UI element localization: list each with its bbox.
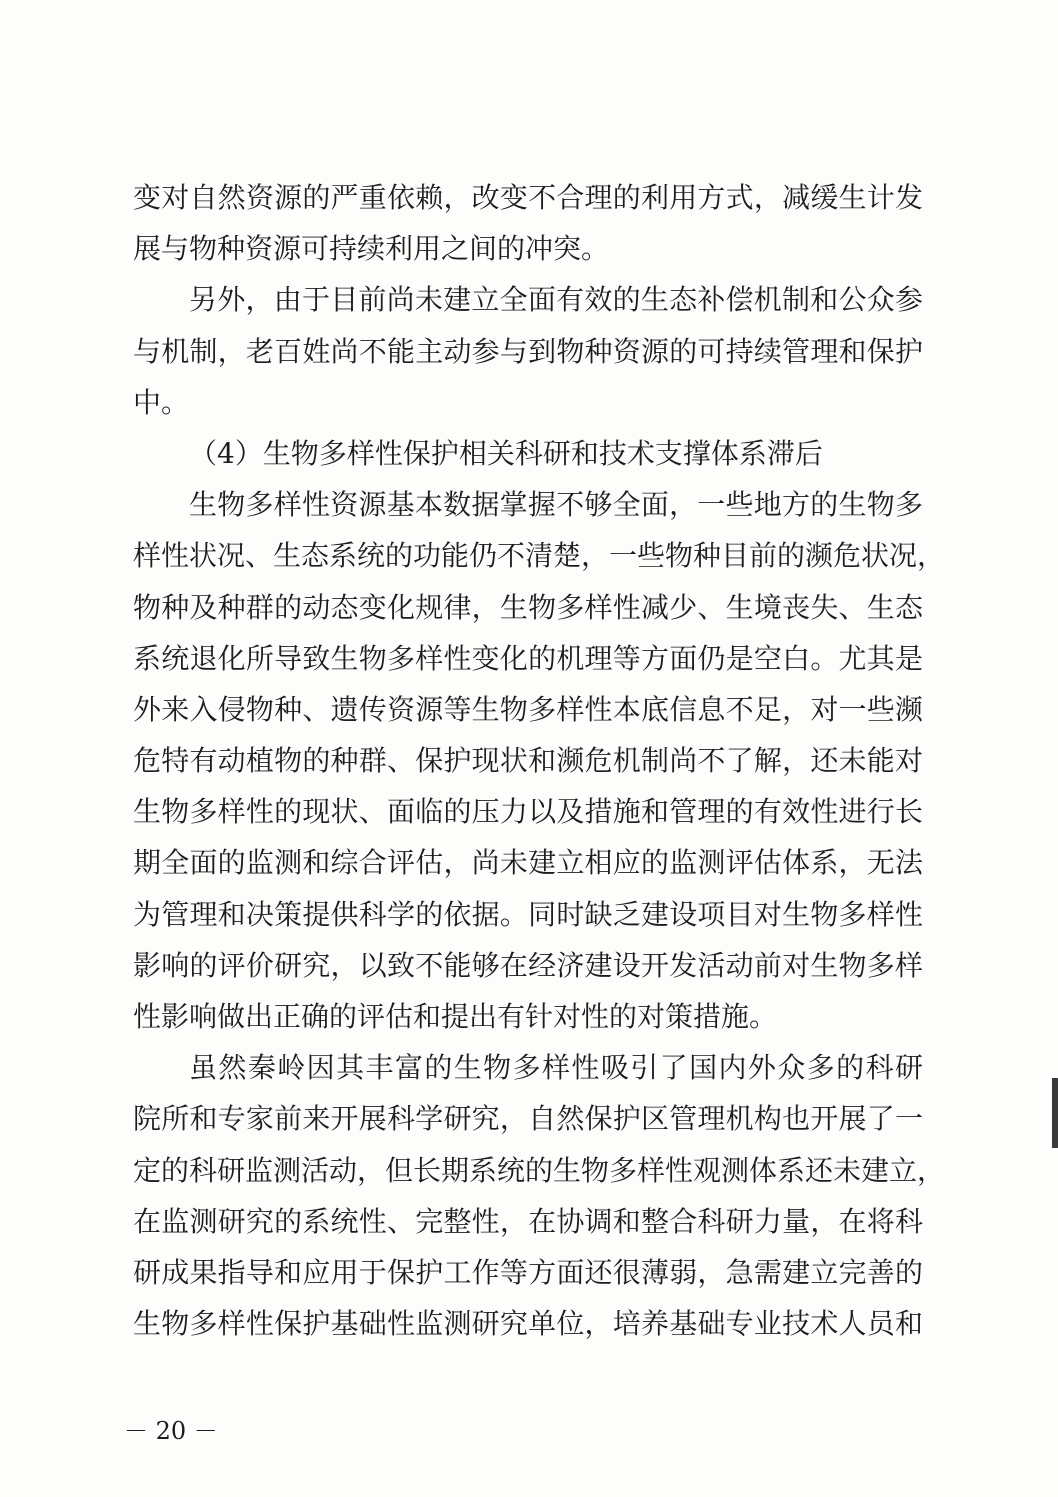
text-line: 变对自然资源的严重依赖，改变不合理的利用方式，减缓生计发 bbox=[133, 181, 923, 214]
text-line: 物种及种群的动态变化规律，生物多样性减少、生境丧失、生态 bbox=[133, 590, 923, 624]
text-line: 在监测研究的系统性、完整性，在协调和整合科研力量，在将科 bbox=[133, 1204, 923, 1238]
page-number: － 20 － bbox=[124, 1417, 218, 1445]
scan-edge-mark bbox=[1052, 1078, 1058, 1148]
text-line: 中。 bbox=[133, 385, 190, 419]
text-line: 外来入侵物种、遗传资源等生物多样性本底信息不足，对一些濒 bbox=[133, 692, 923, 726]
body-text bbox=[133, 172, 946, 1349]
paragraph-4 bbox=[133, 479, 946, 1042]
section-heading bbox=[133, 428, 923, 479]
text-line: 为管理和决策提供科学的依据。同时缺乏建设项目对生物多样性 bbox=[133, 897, 923, 931]
paragraph-1 bbox=[133, 172, 923, 274]
text-line: 展与物种资源可持续利用之间的冲突。 bbox=[133, 232, 610, 266]
text-line: 样性状况、生态系统的功能仍不清楚，一些物种目前的濒危状况， bbox=[133, 539, 946, 573]
text-line: 生物多样性资源基本数据掌握不够全面，一些地方的生物多 bbox=[189, 488, 923, 522]
heading-text: （4）生物多样性保护相关科研和技术支撑体系滞后 bbox=[189, 436, 823, 470]
text-line: 院所和专家前来开展科学研究，自然保护区管理机构也开展了一 bbox=[133, 1102, 923, 1136]
text-line: 期全面的监测和综合评估，尚未建立相应的监测评估体系，无法 bbox=[133, 846, 923, 880]
text-line: 影响的评价研究，以致不能够在经济建设开发活动前对生物多样 bbox=[133, 948, 923, 982]
text-line: 系统退化所导致生物多样性变化的机理等方面仍是空白。尤其是 bbox=[133, 641, 923, 675]
text-line: 危特有动植物的种群、保护现状和濒危机制尚不了解，还未能对 bbox=[133, 744, 923, 778]
text-line: 性影响做出正确的评估和提出有针对性的对策措施。 bbox=[133, 1000, 778, 1033]
paragraph-2 bbox=[133, 274, 923, 428]
text-line: 与机制，老百姓尚不能主动参与到物种资源的可持续管理和保护 bbox=[133, 334, 923, 368]
text-line: 生物多样性的现状、面临的压力以及措施和管理的有效性进行长 bbox=[133, 795, 923, 829]
text-line: 虽然秦岭因其丰富的生物多样性吸引了国内外众多的科研 bbox=[189, 1051, 923, 1085]
text-line: 生物多样性保护基础性监测研究单位，培养基础专业技术人员和 bbox=[133, 1307, 923, 1341]
text-line: 定的科研监测活动，但长期系统的生物多样性观测体系还未建立， bbox=[133, 1153, 946, 1187]
paragraph-5 bbox=[133, 1042, 946, 1349]
text-line: 研成果指导和应用于保护工作等方面还很薄弱，急需建立完善的 bbox=[133, 1255, 923, 1289]
text-line: 另外，由于目前尚未建立全面有效的生态补偿机制和公众参 bbox=[189, 283, 923, 317]
